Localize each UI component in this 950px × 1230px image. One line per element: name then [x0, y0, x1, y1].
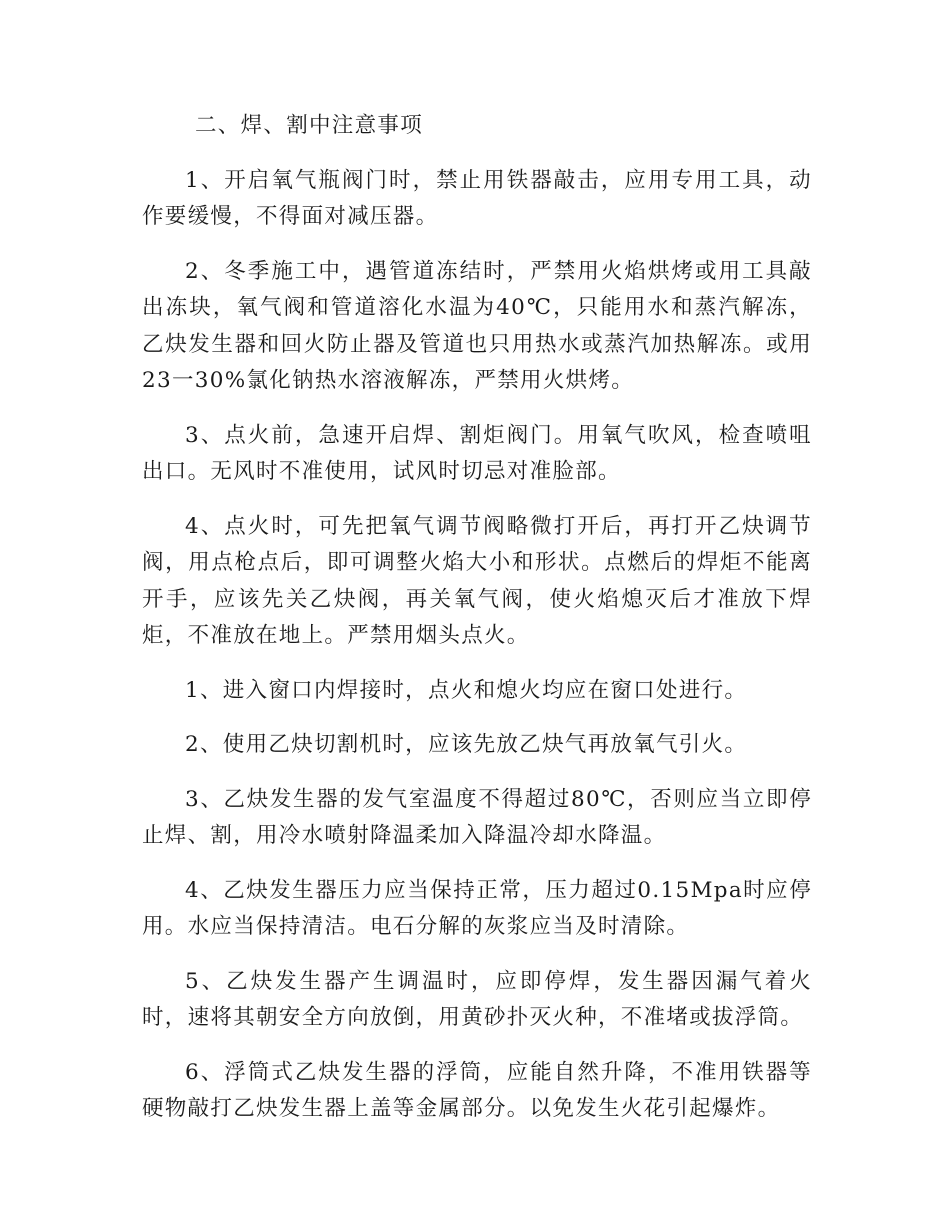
- paragraph-2: 2、冬季施工中，遇管道冻结时，严禁用火焰烘烤或用工具敲出冻块，氧气阀和管道溶化水温为40℃，只能用水和蒸汽解冻，乙炔发生器和回火防止器及管道也只用热水或蒸汽加热解冻。或用23一30%氯化钠热水溶液解冻，严禁用火烘烤。: [142, 258, 812, 393]
- paragraph-5: 1、进入窗口内焊接时，点火和熄火均应在窗口处进行。: [185, 677, 748, 703]
- section-heading: 二、焊、割中注意事项: [195, 113, 424, 138]
- paragraph-6: 2、使用乙炔切割机时，应该先放乙炔气再放氧气引火。: [185, 732, 748, 757]
- paragraph-7: 3、乙炔发生器的发气室温度不得超过80℃，否则应当立即停止焊、割，用冷水喷射降温柔加入降温冷却水降温。: [142, 786, 812, 848]
- paragraph-8: 4、乙炔发生器压力应当保持正常，压力超过0.15Mpa时应停用。水应当保持清洁。电石分解的灰浆应当及时清除。: [142, 877, 812, 939]
- paragraph-9: 5、乙炔发生器产生调温时，应即停焊，发生器因漏气着火时，速将其朝安全方向放倒，用黄砂扑灭火种，不准堵或拔浮筒。: [142, 968, 812, 1030]
- paragraph-10: 6、浮筒式乙炔发生器的浮筒，应能自然升降，不准用铁器等硬物敲打乙炔发生器上盖等金属部分。以免发生火花引起爆炸。: [142, 1059, 812, 1121]
- document-body: [142, 108, 812, 1146]
- paragraph-3: 3、点火前，急速开启焊、割炬阀门。用氧气吹风，检查喷咀出口。无风时不准使用，试风时切忌对准脸部。: [142, 422, 812, 484]
- paragraph-1: 1、开启氧气瓶阀门时，禁止用铁器敲击，应用专用工具，动作要缓慢，不得面对减压器。: [142, 167, 812, 229]
- paragraph-4: 4、点火时，可先把氧气调节阀略微打开后，再打开乙炔调节阀，用点枪点后，即可调整火焰大小和形状。点燃后的焊炬不能离开手，应该先关乙炔阀，再关氧气阀，使火焰熄灭后才准放下焊炬，不准放在地上。严禁用烟头点火。: [142, 513, 812, 648]
